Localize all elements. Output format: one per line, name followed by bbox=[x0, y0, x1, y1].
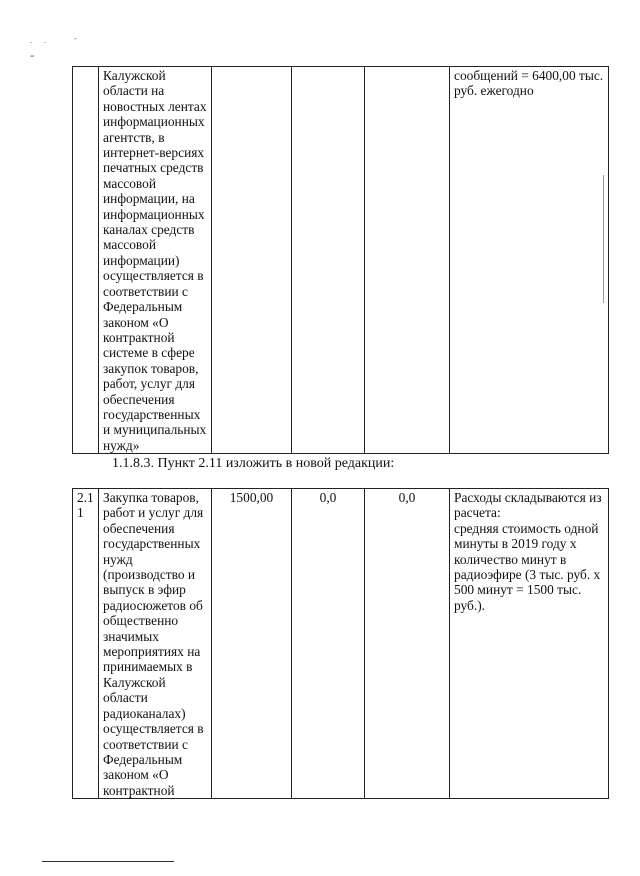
scan-mark: . bbox=[30, 36, 32, 45]
amendment-paragraph: 1.1.8.3. Пункт 2.11 изложить в новой редакции: bbox=[112, 456, 395, 471]
amount-cell bbox=[212, 67, 292, 454]
scan-mark: - bbox=[74, 34, 77, 43]
budget-table-continued bbox=[72, 66, 609, 454]
amount-cell bbox=[292, 67, 365, 454]
row-number-cell: 2.1 1 bbox=[73, 489, 99, 799]
amount-cell bbox=[365, 67, 450, 454]
scan-artifact-line bbox=[603, 175, 604, 303]
calculation-cell: Расходы складываются из расчета: средняя стоимость одной минуты в 2019 году х количество минут в радиоэфире (3 тыс. руб. х 500 минут = 1500 тыс. руб.). bbox=[450, 489, 609, 799]
measure-description-cell: Закупка товаров, работ и услуг для обеспечения государственных нужд (производство и выпуск в эфир радиосюжетов об общественно значимых мероприятиях на принимаемых в Калужской области радиоканалах) осуществляется в соответствии с Федеральным законом «О контрактной bbox=[99, 489, 212, 799]
footnote-separator bbox=[42, 861, 174, 862]
table-row bbox=[73, 489, 609, 799]
amount-cell: 1500,00 bbox=[212, 489, 292, 799]
table-row bbox=[73, 67, 609, 454]
calculation-cell: сообщений = 6400,00 тыс. руб. ежегодно bbox=[450, 67, 609, 454]
amount-cell: 0,0 bbox=[292, 489, 365, 799]
measure-description-cell: Калужской области на новостных лентах информационных агентств, в интернет-версиях печатных средств массовой информации, на информационных каналах средств массовой информации) осуществляется в соответствии с Федеральным законом «О контрактной системе в сфере закупок товаров, работ, услуг для обеспечения государственных и муниципальных нужд» bbox=[99, 67, 212, 454]
row-number-cell bbox=[73, 67, 99, 454]
scan-mark: . bbox=[44, 36, 46, 45]
budget-table-item-2-11 bbox=[72, 488, 609, 799]
amount-cell: 0,0 bbox=[365, 489, 450, 799]
scan-mark: = bbox=[30, 52, 35, 61]
